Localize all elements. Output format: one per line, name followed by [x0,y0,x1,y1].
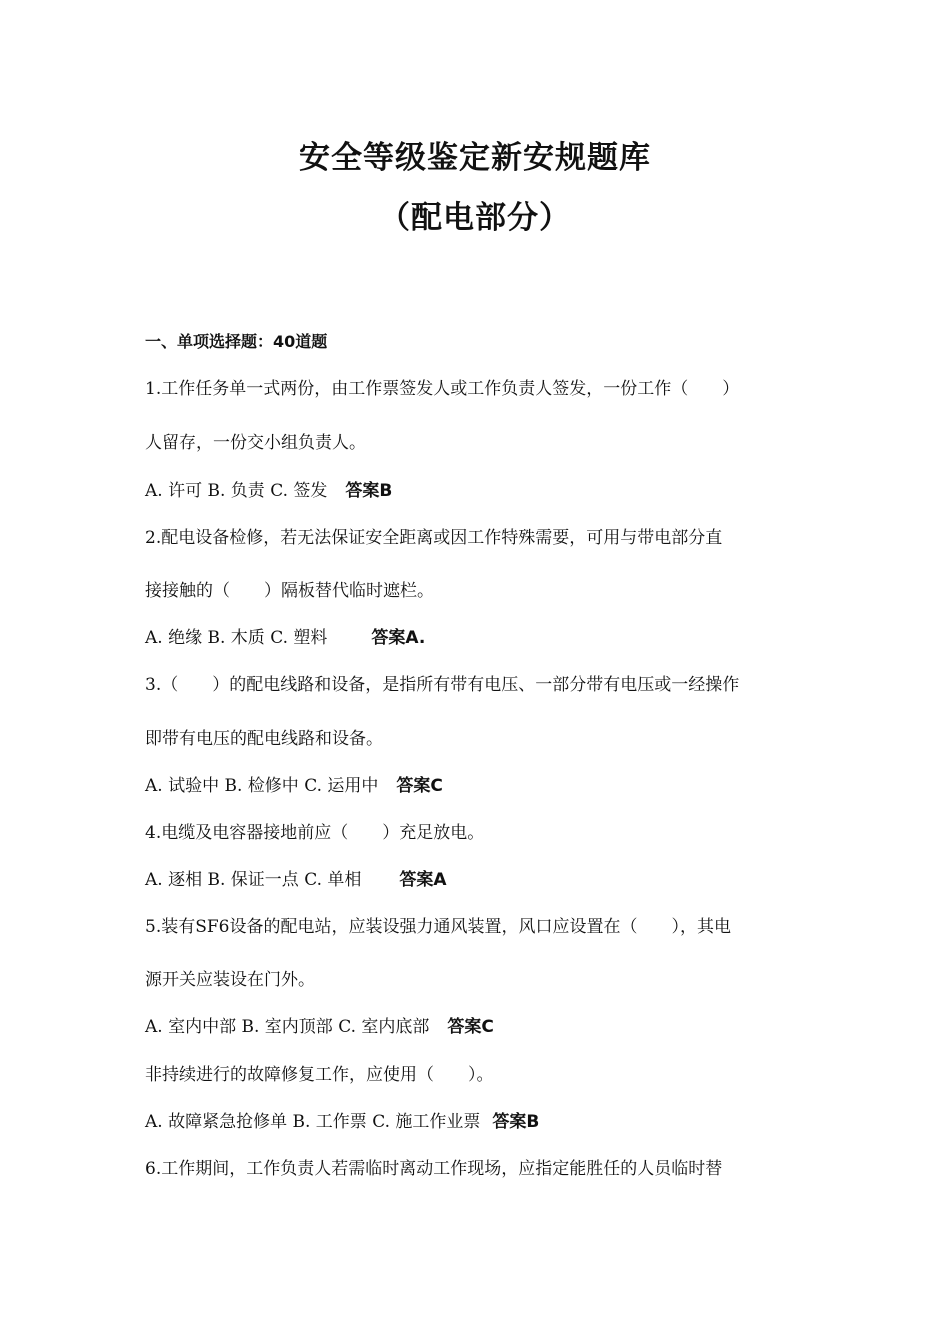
question-4-options [145,869,447,891]
answer-label: 答案A [399,870,447,890]
section-heading: 一、单项选择题：40道题 [145,332,328,351]
question-5-text-line-2: 源开关应装设在门外。 [145,970,315,990]
question-6-text-line-1: 6.工作期间，工作负责人若需临时离动工作现场，应指定能胜任的人员临时替 [145,1159,723,1179]
page-title: 安全等级鉴定新安规题库 [299,140,651,176]
question-3-text-line-2: 即带有电压的配电线路和设备。 [145,729,383,749]
question-5-options [145,1016,494,1038]
answer-label: 答案C [447,1017,494,1037]
question-1-text-line-2: 人留存，一份交小组负责人。 [145,433,366,453]
question-unnumbered-options [145,1111,539,1133]
question-3-text-line-1: 3.（ ）的配电线路和设备，是指所有带有电压、一部分带有电压或一经操作 [145,675,740,695]
answer-label: 答案C [396,776,443,796]
question-3-options [145,775,443,797]
question-2-options [145,627,425,649]
options-text: A. 绝缘 B. 木质 C. 塑料 [145,628,328,648]
options-text: A. 逐相 B. 保证一点 C. 单相 [145,870,362,890]
options-text: A. 试验中 B. 检修中 C. 运用中 [145,776,379,796]
question-2-text-line-2: 接接触的（ ）隔板替代临时遮栏。 [145,581,434,601]
question-4-text-line-1: 4.电缆及电容器接地前应（ ）充足放电。 [145,823,485,843]
question-1-options [145,480,392,502]
answer-label: 答案B [345,481,393,501]
options-text: A. 许可 B. 负责 C. 签发 [145,481,328,501]
question-5-text-line-1: 5.装有SF6设备的配电站，应装设强力通风装置，风口应设置在（ ），其电 [145,917,731,937]
answer-label: 答案B [492,1112,540,1132]
question-1-text-line-1: 1.工作任务单一式两份，由工作票签发人或工作负责人签发，一份工作（ ） [145,379,740,399]
page-subtitle: （配电部分） [379,200,571,236]
options-text: A. 故障紧急抢修单 B. 工作票 C. 施工作业票 [145,1112,481,1132]
question-unnumbered-text: 非持续进行的故障修复工作，应使用（ ）。 [145,1065,494,1085]
answer-label: 答案A. [371,628,426,648]
question-2-text-line-1: 2.配电设备检修，若无法保证安全距离或因工作特殊需要，可用与带电部分直 [145,528,723,548]
options-text: A. 室内中部 B. 室内顶部 C. 室内底部 [145,1017,430,1037]
